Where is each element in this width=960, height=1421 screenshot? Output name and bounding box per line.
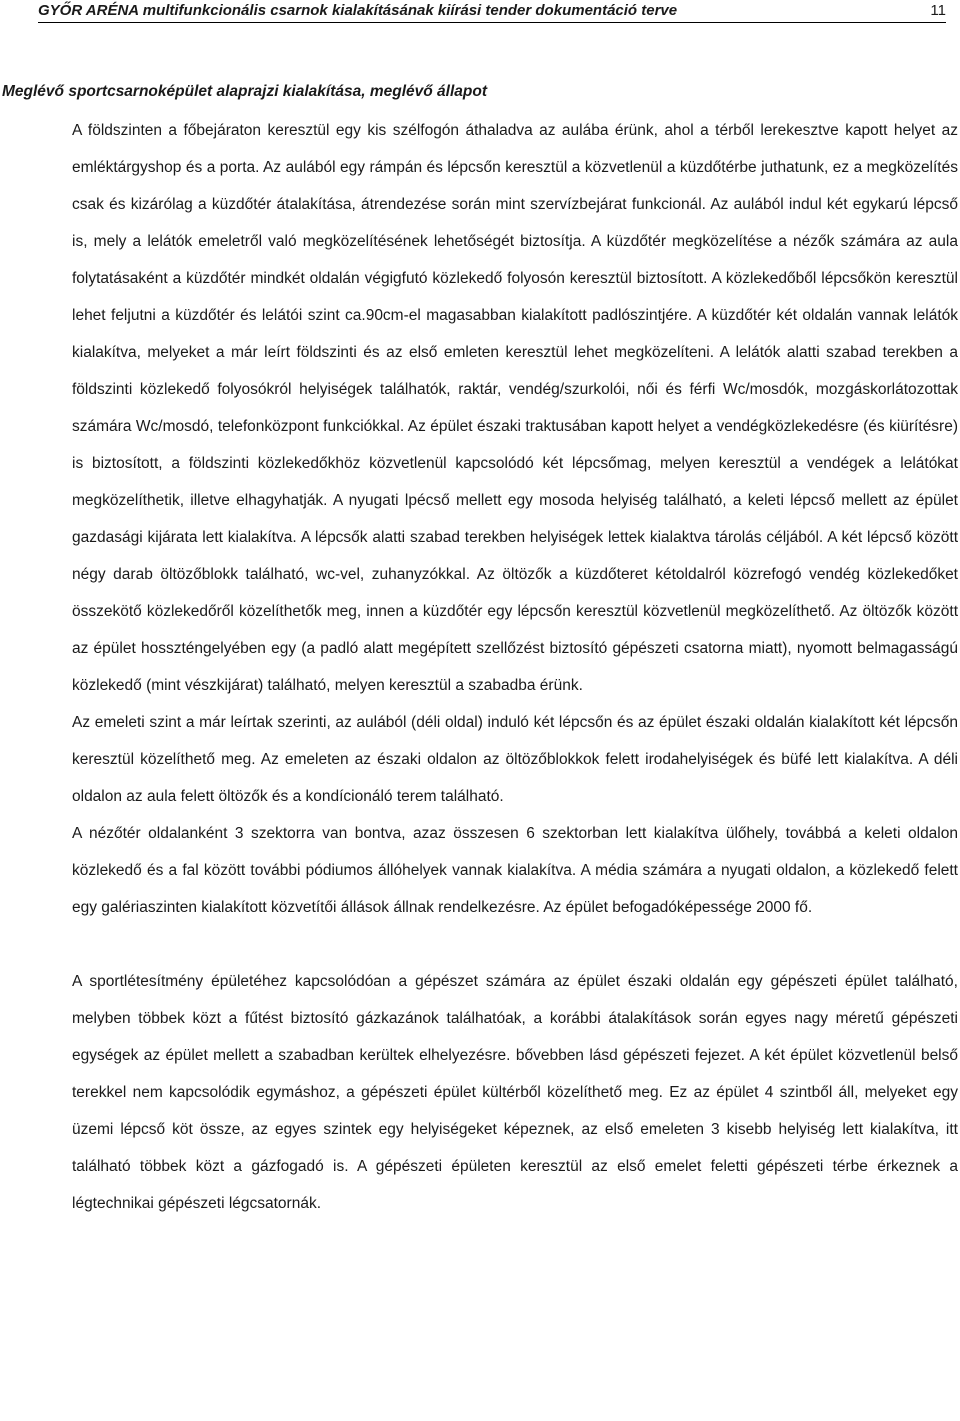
paragraph-mechanical-building: A sportlétesítmény épületéhez kapcsolódóan a gépészet számára az épület északi oldalán egy gépészeti épület található, melyben többek közt a fűtést biztosító gázkazánok találhatóak, a korábbi átalakítások során egyes nagy méretű gépészeti egységek az épület mellett a szabadban kerültek elhelyezésre. bővebben lásd gépészeti fejezet. A két épület közvetlenül belső terekkel nem kapcsolódik egymáshoz, a gépészeti épület kültérből közelíthető meg. Ez az épület 4 szintből áll, melyeket egy üzemi lépcső köt össze, az egyes szintek egy helyiségeket képeznek, az első emeleten 3 kisebb helyiség lett kialakítva, itt található többek közt a gázfogadó is. A gépészeti épületen keresztül az első emelet feletti gépészeti térbe érkeznek a légtechnikai gépészeti légcsatornák. <box>72 973 958 1212</box>
document-title: GYŐR ARÉNA multifunkcionális csarnok kialakításának kiírási tender dokumentáció terve <box>38 2 678 19</box>
paragraph-upper-floor: Az emeleti szint a már leírtak szerinti, az aulából (déli oldal) induló két lépcsőn és az épület északi oldalán kialakított két lépcsőn keresztül közelíthető meg. Az emeleten az északi oldalon az öltözőblokkok felett irodahelyiségek és büfé lett kialakítva. A déli oldalon az aula felett öltözők és a kondícionáló terem található. <box>72 714 958 805</box>
page-header <box>38 0 946 23</box>
section-title: Meglévő sportcsarnoképület alaprajzi kialakítása, meglévő állapot <box>2 83 487 100</box>
paragraph-spacer <box>72 926 958 963</box>
body-text <box>72 112 958 1222</box>
paragraph-ground-floor: A földszinten a főbejáraton keresztül egy kis szélfogón áthaladva az aulába érünk, ahol a térből lerekesztve kapott helyet az emléktárgyshop és a porta. Az aulából egy rámpán és lépcsőn keresztül a közvetlenül a küzdőtérbe juthatunk, ez a megközelítés csak és kizárólag a küzdőtér átalakítása, átrendezése során mint szervízbejárat funkcionál. Az aulából indul két egykarú lépcső is, mely a lelátók emeletről való megközelítésének lehetőségét biztosítja. A küzdőtér megközelítése a nézők számára az aula folytatásaként a küzdőtér mindkét oldalán végigfutó közlekedő folyosón keresztül biztosított. A közlekedőből lépcsőkön keresztül lehet feljutni a küzdőtér és lelátói szint ca.90cm-el magasabban kialakított padlószintjére. A küzdőtér két oldalán vannak lelátók kialakítva, melyeket a már leírt földszinti és az első emleten keresztül lehet megközelíteni. A lelátók alatti szabad terekben a földszinti közlekedő folyosókról helyiségek találhatók, raktár, vendég/szurkolói, női és férfi Wc/mosdók, mozgáskorlátozottak számára Wc/mosdó, telefonközpont funkciókkal. Az épület északi traktusában kapott helyet a vendégközlekedésre (és kiürítésre) is biztosított, a földszinti közlekedőkhöz közvetlenül kapcsolódó két lépcsőmag, melyen keresztül a vendégek a lelátókat megközelíthetik, illetve elhagyhatják. A nyugati lpécső mellett egy mosoda helyiség található, a keleti lépcső mellett az épület gazdasági kijárata lett kialakítva. A lépcsők alatti szabad terekben helyiségek lettek kialaktva tárolás céljából. A két lépcső között négy darab öltözőblokk található, wc-vel, zuhanyzókkal. Az öltözők a küzdőteret kétoldalról közrefogó vendég közlekedőket összekötő közlekedőről közelíthetők meg, innen a küzdőtér egy lépcsőn keresztül közvetlenül megközelíthető. Az öltözők között az épület hosszténgelyében egy (a padló alatt megépített szellőzést biztosító gépészeti csatorna miatt), nyomott belmagasságú közlekedő (mint vészkijárat) található, melyen keresztül a szabadba érünk. <box>72 122 958 694</box>
page-number: 11 <box>930 2 946 19</box>
paragraph-spectator-area: A nézőtér oldalanként 3 szektorra van bontva, azaz összesen 6 szektorban lett kialakítva ülőhely, továbbá a keleti oldalon közlekedő és a fal között további pódiumos állóhelyek vannak kialakítva. A média számára a nyugati oldalon, a közlekedő felett egy galériaszinten kialakított közvetítői állások állnak rendelkezésre. Az épület befogadóképessége 2000 fő. <box>72 825 958 916</box>
